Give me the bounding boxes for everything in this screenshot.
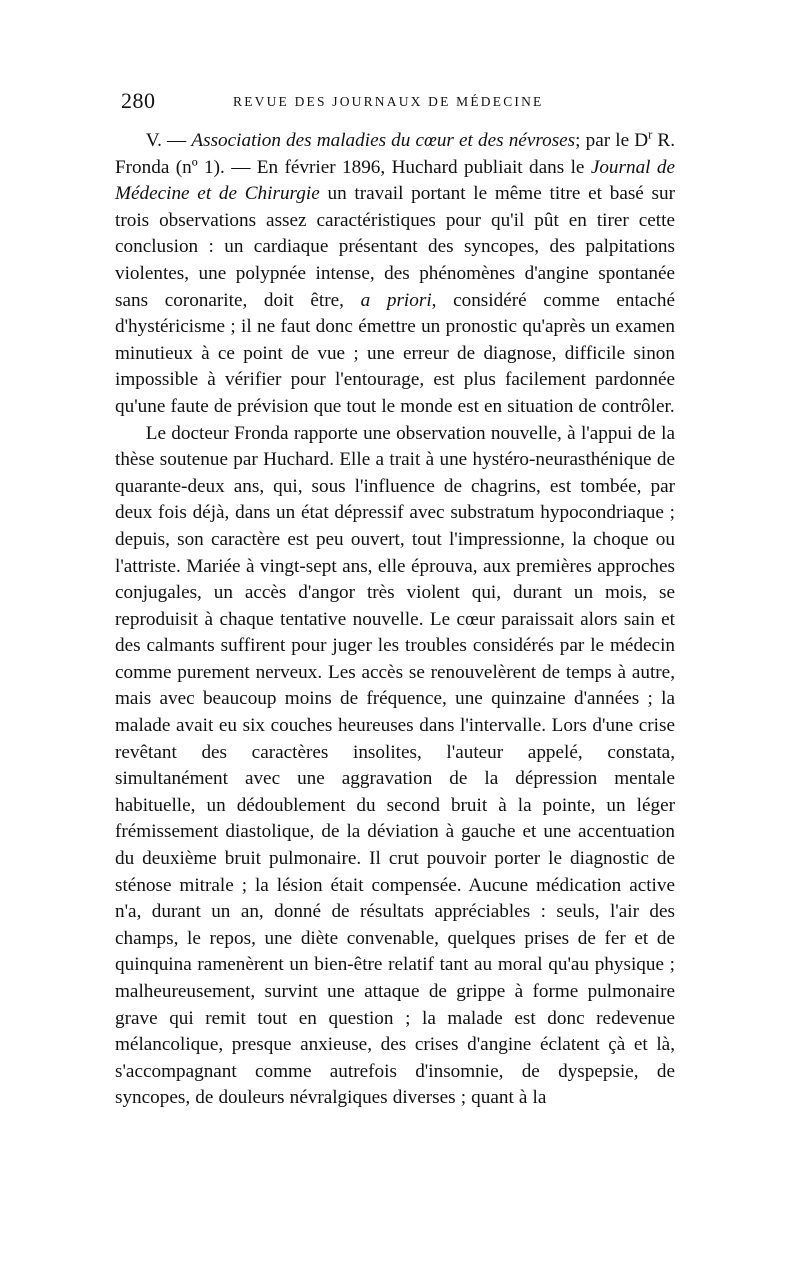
journal-name: Journal de Médecine et de Chirurgie bbox=[115, 156, 675, 205]
a-priori: a priori bbox=[360, 289, 432, 311]
section-number: V. bbox=[145, 130, 162, 151]
journal-title: REVUE DES JOURNAUX DE MÉDECINE bbox=[233, 94, 544, 109]
paragraph-2: Le docteur Fronda rapporte une observation nouvelle, à l'appui de la thèse soutenue par Huchard. Elle a trait à une hystéro-neurasthénique de quarante-deux ans, qui, sous l'influence de chagrins, est tombée, par deux fois déjà, dans un état dépressif avec substratum hypocondriaque ; depuis, son caractère est peu ouvert, tout l'impressionne, la choque ou l'attriste. Mariée à vingt-sept ans, elle éprouva, aux premières approches conjugales, un accès d'angor très violent qui, durant un mois, se reproduisit à chaque tentative nouvelle. Le cœur paraissait alors sain et des calmants suffirent pour juger les troubles considérés par le médecin comme purement nerveux. Les accès se renouvelèrent de temps à autre, mais avec beaucoup moins de fréquence, une quinzaine d'années ; la malade avait eu six couches heureuses dans l'intervalle. Lors d'une crise revêtant des caractères insolites, l'auteur appelé, constata, simultanément avec une aggravation de la dépression mentale habituelle, un dédoublement du second bruit à la pointe, un léger frémissement diastolique, de la déviation à gauche et une accentuation du deuxième bruit pulmonaire. Il crut pouvoir porter le diagnostic de sténose mitrale ; la lésion était compensée. Aucune médication active n'a, durant un an, donné de résultats appréciables : seuls, l'air des champs, le repos, une diète convenable, quelques prises de fer et de quinquina ramenèrent un bien-être relatif tant au moral qu'au physique ; malheureusement, survint une attaque de grippe à forme pulmonaire grave qui remit tout en question ; la malade est donc redevenue mélancolique, presque anxieuse, des crises d'angine éclatent çà et là, s'accompagnant comme autrefois d'insomnie, de dyspepsie, de syncopes, de douleurs névralgiques diverses ; quant à la bbox=[115, 422, 675, 1109]
title-tail: ; par le D bbox=[575, 130, 649, 151]
article-body bbox=[115, 128, 675, 1112]
page-number: 280 bbox=[121, 88, 156, 113]
heading-dash: — bbox=[161, 130, 192, 151]
paragraph-1 bbox=[115, 128, 675, 421]
paragraph-1-text-a: un travail portant le même titre et basé sur trois observations assez caractéristiques pour qu'il pût en tirer cette conclusion : un cardiaque présentant des syncopes, des palpitations violentes, une polypnée intense, des phénomènes d'angine spontanée sans coronarite, doit être, bbox=[115, 183, 676, 311]
author-tail: R. Fronda (nº 1). — En février 1896, Huchard publiait dans le bbox=[115, 130, 675, 178]
author-title-sup: r bbox=[648, 127, 653, 142]
page bbox=[115, 88, 675, 1112]
running-head bbox=[115, 88, 675, 120]
article-title: Association des maladies du cœur et des névroses bbox=[191, 130, 576, 151]
paragraph-1-text-b: , considéré comme entaché d'hystéricisme ; il ne faut donc émettre un pronostic qu'après un examen minutieux à ce point de vue ; une erreur de diagnose, difficile sinon impossible à vérifier pour l'entourage, est plus facilement pardonnée qu'une faute de prévision que tout le monde est en situation de contrôler. bbox=[115, 289, 675, 417]
